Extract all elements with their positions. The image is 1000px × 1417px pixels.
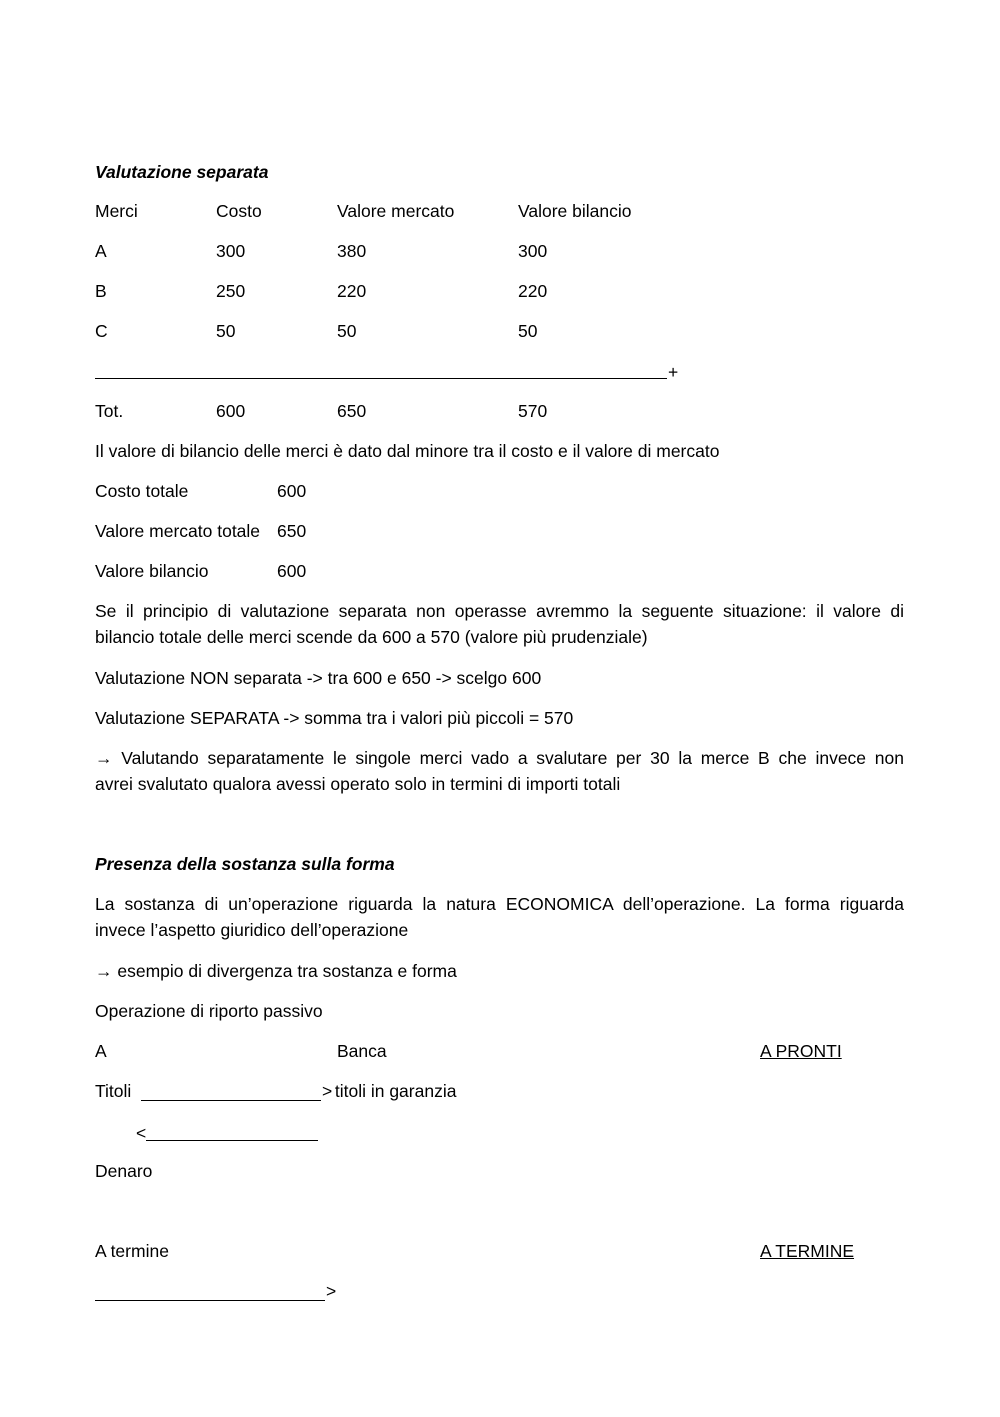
titoli-row [0, 1080, 1000, 1102]
paragraph-line: bilancio totale delle merci scende da 600 a 570 (valore più prudenziale) [95, 627, 648, 647]
summary-label: Valore mercato totale [95, 521, 261, 541]
total-costo: 600 [216, 401, 246, 421]
separata-line: Valutazione SEPARATA -> somma tra i valori più piccoli = 570 [95, 708, 574, 728]
paragraph-line: invece l’aspetto giuridico dell’operazione [95, 920, 409, 940]
cell-valore-bilancio: 220 [518, 281, 548, 301]
final-arrow-row [0, 1280, 1000, 1302]
summary-row [0, 560, 1000, 582]
sum-rule-line [95, 378, 667, 379]
titoli-garanzia-label: titoli in garanzia [330, 1081, 457, 1101]
paragraph-line: La sostanza di un’operazione riguarda la natura ECONOMICA dell’operazione. La forma riguarda [95, 894, 904, 914]
arrow-line-right [141, 1100, 321, 1101]
cell-valore-bilancio: 300 [518, 241, 548, 261]
paragraph-svalutazione [95, 745, 904, 797]
header-valore-bilancio: Valore bilancio [518, 201, 632, 221]
header-merci: Merci [95, 201, 138, 221]
arrow-line-left [146, 1140, 318, 1141]
table-row [0, 280, 1000, 302]
cell-merce: C [95, 321, 108, 341]
table-row [0, 240, 1000, 262]
cell-costo: 250 [216, 281, 246, 301]
cell-valore-mercato: 220 [337, 281, 367, 301]
header-valore-mercato: Valore mercato [337, 201, 455, 221]
cell-valore-mercato: 50 [337, 321, 357, 341]
arrow-head-final: > [326, 1281, 337, 1301]
denaro-label: Denaro [95, 1161, 153, 1181]
cell-merce: B [95, 281, 107, 301]
arrow-head-left: < [136, 1123, 147, 1143]
paragraph-sostanza [95, 891, 904, 943]
a-termine-left: A termine [95, 1241, 169, 1261]
cell-merce: A [95, 241, 107, 261]
a-termine-row [0, 1240, 1000, 1262]
titoli-label: Titoli [95, 1081, 132, 1101]
party-bank: Banca [337, 1041, 387, 1061]
paragraph-line: → Valutando separatamente le singole merci vado a svalutare per 30 la merce B che invece non [95, 748, 904, 768]
operation-title: Operazione di riporto passivo [95, 1001, 323, 1021]
table-total-row [0, 400, 1000, 422]
a-termine-right: A TERMINE [760, 1241, 855, 1261]
total-valore-bilancio: 570 [518, 401, 548, 421]
summary-label: Valore bilancio [95, 561, 209, 581]
header-costo: Costo [216, 201, 262, 221]
total-valore-mercato: 650 [337, 401, 367, 421]
total-label: Tot. [95, 401, 124, 421]
parties-row [0, 1040, 1000, 1062]
paragraph-line: avrei svalutato qualora avessi operato solo in termini di importi totali [95, 774, 621, 794]
summary-value: 600 [277, 481, 307, 501]
table-row [0, 320, 1000, 342]
summary-value: 650 [277, 521, 307, 541]
cell-valore-mercato: 380 [337, 241, 367, 261]
summary-row [0, 520, 1000, 542]
cell-costo: 300 [216, 241, 246, 261]
cell-costo: 50 [216, 321, 236, 341]
paragraph-line: Se il principio di valutazione separata non operasse avremmo la seguente situazione: il valore di [95, 601, 904, 621]
party-a: A [95, 1041, 107, 1061]
example-line: → esempio di divergenza tra sostanza e forma [95, 961, 457, 981]
plus-sign: + [668, 362, 679, 382]
summary-row [0, 480, 1000, 502]
summary-value: 600 [277, 561, 307, 581]
a-pronti-label: A PRONTI [760, 1041, 842, 1061]
non-separata-line: Valutazione NON separata -> tra 600 e 650 -> scelgo 600 [95, 668, 542, 688]
cell-valore-bilancio: 50 [518, 321, 538, 341]
summary-label: Costo totale [95, 481, 189, 501]
rule-text: Il valore di bilancio delle merci è dato dal minore tra il costo e il valore di mercato [95, 441, 720, 461]
paragraph-principio [95, 598, 904, 650]
section-heading-sostanza-forma: Presenza della sostanza sulla forma [95, 854, 395, 874]
table-header-row [0, 200, 1000, 222]
section-heading-valutazione-separata: Valutazione separata [95, 162, 269, 182]
arrow-head-right: > [322, 1081, 333, 1101]
